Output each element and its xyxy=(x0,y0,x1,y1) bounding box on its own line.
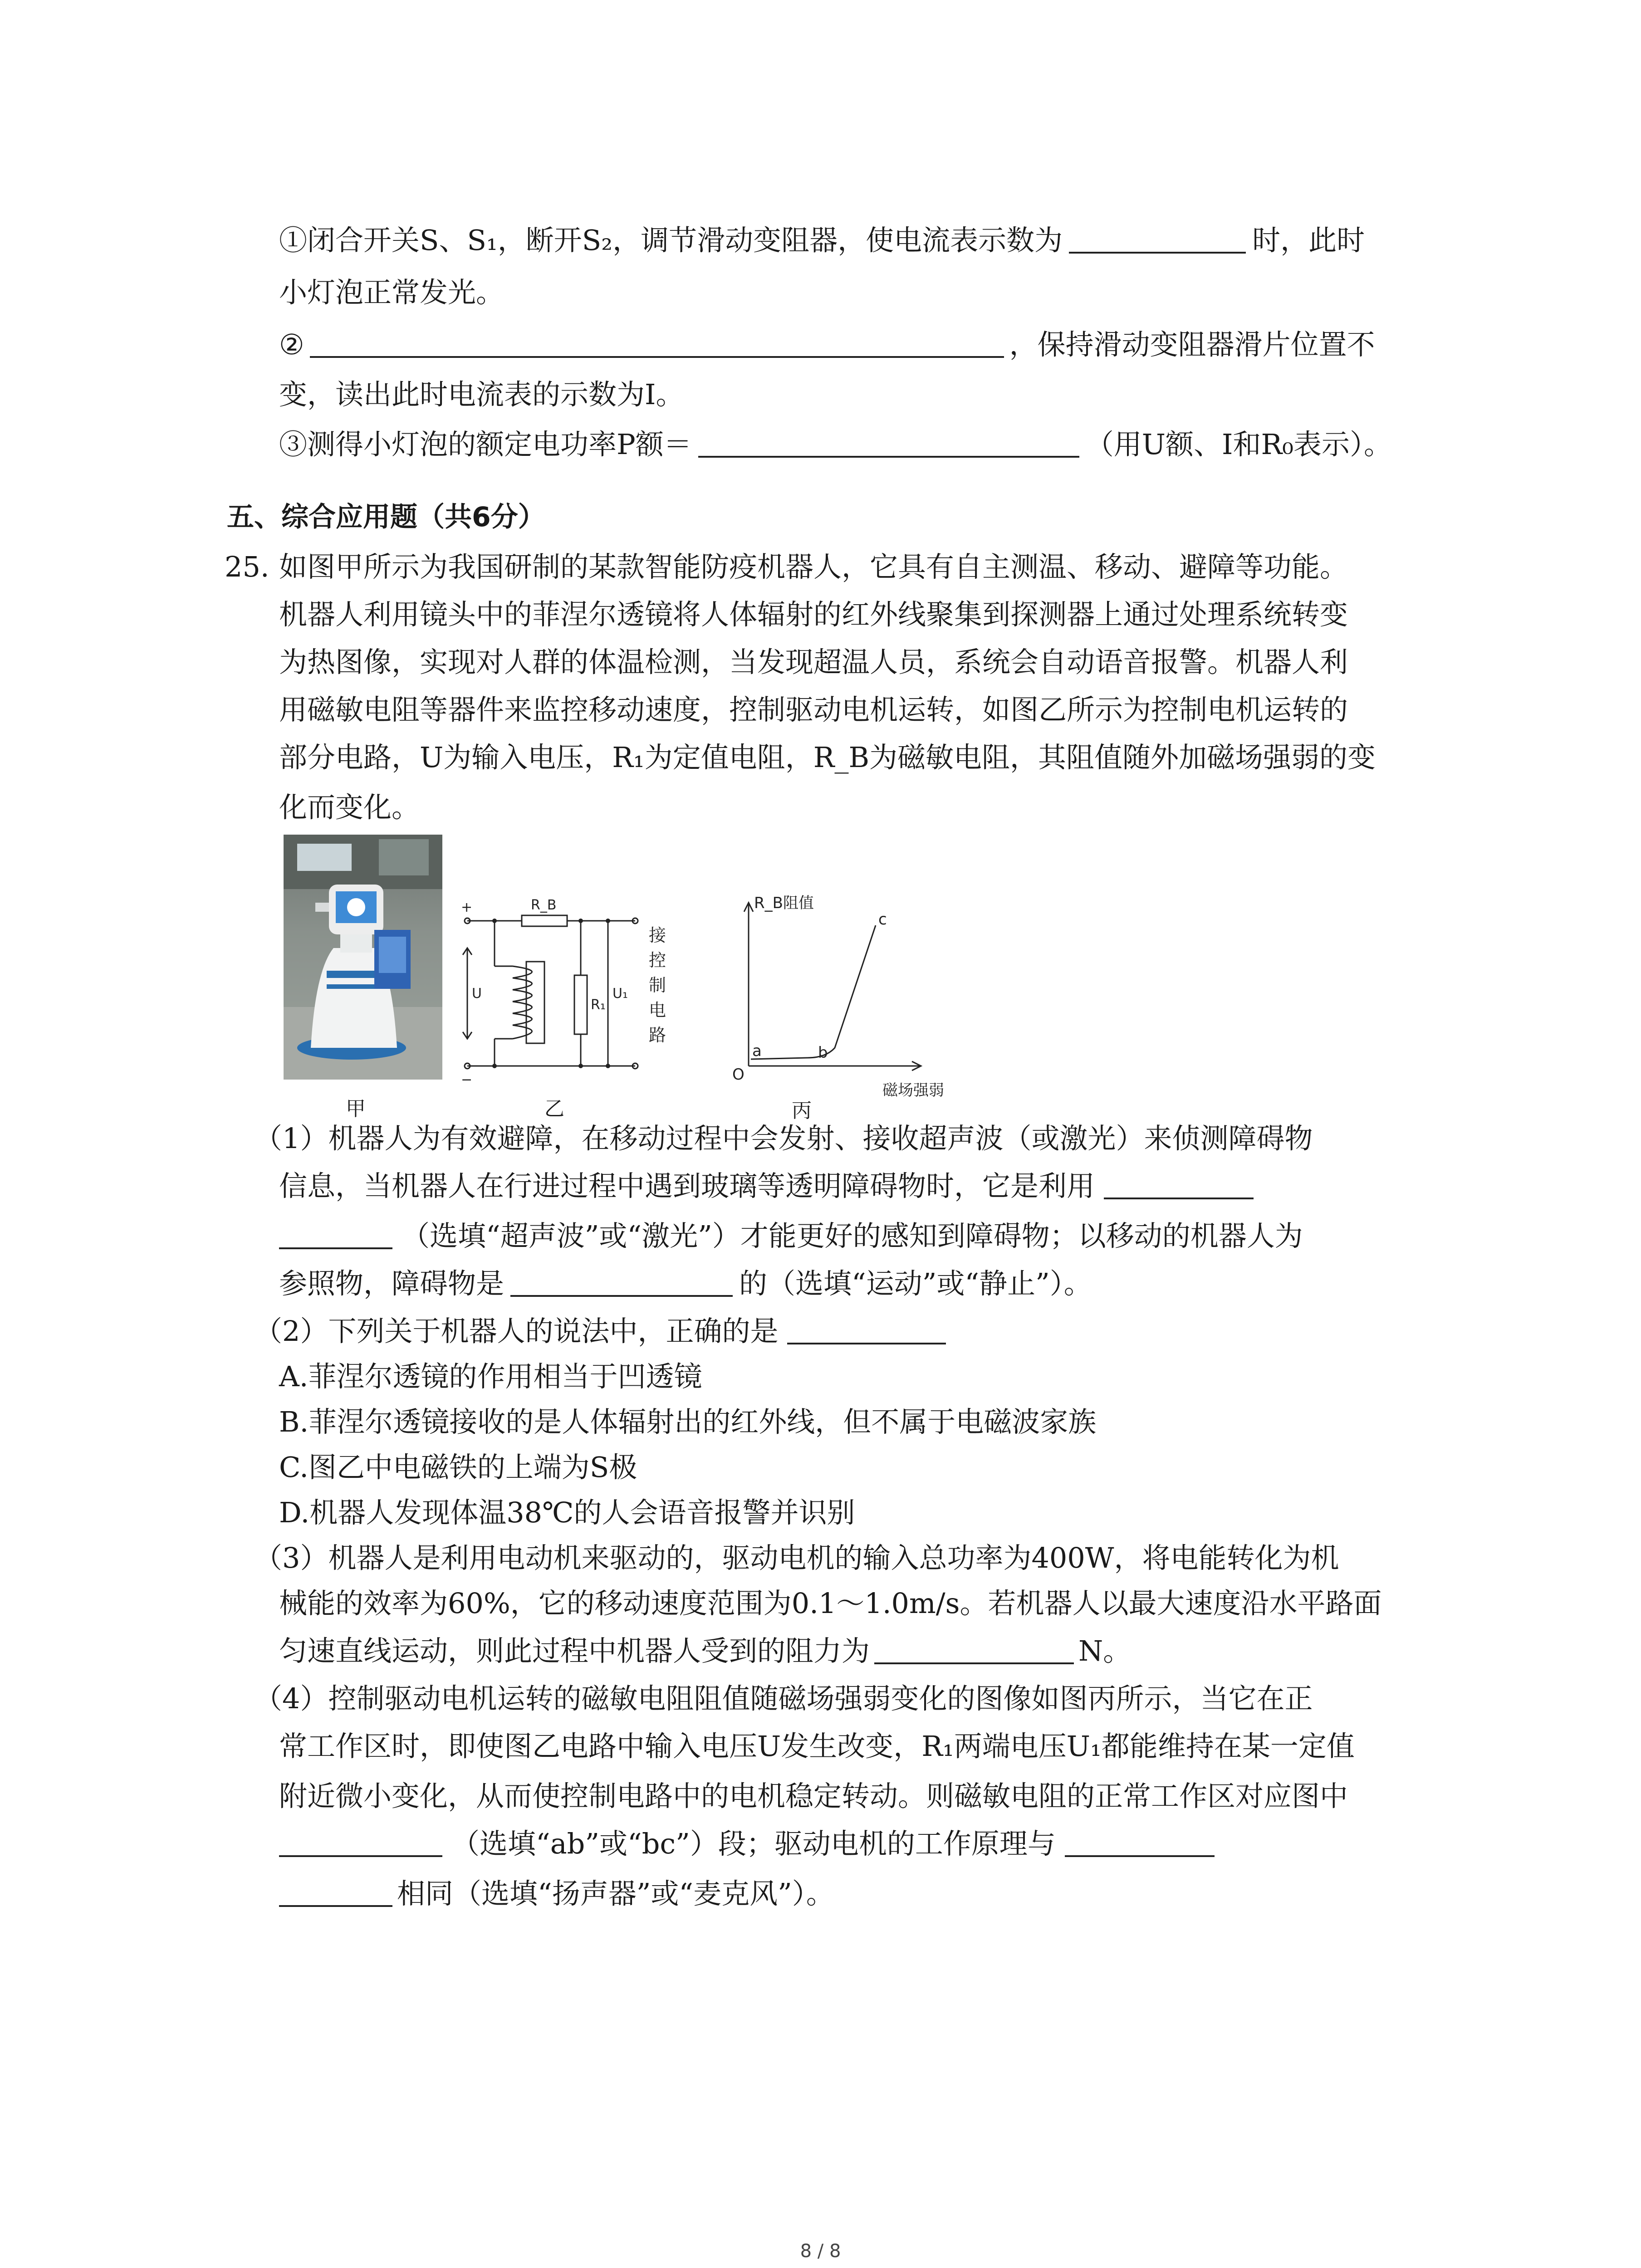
step-3-blank[interactable] xyxy=(698,430,1079,458)
circuit-label-u: U xyxy=(472,986,482,1002)
option-a: A.菲涅尔透镜的作用相当于凹透镜 xyxy=(279,1360,702,1393)
robot-illustration xyxy=(284,835,442,1080)
part-3-text-3: 匀速直线运动，则此过程中机器人受到的阻力为 xyxy=(279,1634,870,1667)
circuit-side-5: 路 xyxy=(649,1025,666,1045)
step-1-cont: 小灯泡正常发光。 xyxy=(279,276,505,309)
graph-origin: O xyxy=(732,1066,745,1084)
part-4-text-4: （选填“ab”或“bc”）段；驱动电机的工作原理与 xyxy=(451,1827,1056,1860)
part-4-text-5: 相同（选填“扬声器”或“麦克风”）。 xyxy=(397,1877,834,1910)
intro-line-6: 化而变化。 xyxy=(279,791,420,824)
circuit-side-1: 接 xyxy=(649,925,666,945)
part-4-blank-1[interactable] xyxy=(279,1830,442,1857)
intro-line-5: 部分电路，U为输入电压，R₁为定值电阻，R_B为磁敏电阻，其阻值随外加磁场强弱的变 xyxy=(279,741,1376,774)
part-1-text-4: 参照物，障碍物是 xyxy=(279,1267,505,1300)
part-1-blank-2[interactable] xyxy=(510,1270,733,1297)
step-3-line xyxy=(279,426,1392,463)
part-2-blank[interactable] xyxy=(787,1317,946,1344)
circuit-side-4: 电 xyxy=(649,1000,666,1020)
part-2-line xyxy=(254,1313,946,1349)
part-1-line-2 xyxy=(279,1168,1254,1204)
option-d: D.机器人发现体温38℃的人会语音报警并识别 xyxy=(279,1496,855,1529)
part-1-blank-1b[interactable] xyxy=(279,1222,392,1249)
part-3-line-3 xyxy=(279,1633,1131,1669)
part-3-unit: N。 xyxy=(1078,1634,1132,1667)
graph-ylabel: R_B阻值 xyxy=(754,894,814,912)
graph-point-b: b xyxy=(818,1044,828,1062)
graph-point-a: a xyxy=(752,1042,762,1060)
intro-line-1: 如图甲所示为我国研制的某款智能防疫机器人，它具有自主测温、移动、避障等功能。 xyxy=(279,550,1348,583)
part-1-text-5: 的（选填“运动”或“静止”）。 xyxy=(739,1267,1092,1300)
step-3-suffix: （用U额、I和R₀表示）。 xyxy=(1085,428,1392,461)
option-b: B.菲涅尔透镜接收的是人体辐射出的红外线，但不属于电磁波家族 xyxy=(279,1405,1097,1438)
part-4-line-5 xyxy=(279,1876,834,1912)
part-1-line-3 xyxy=(279,1218,1303,1254)
part-4-line-1: （4）控制驱动电机运转的磁敏电阻阻值随磁场强弱变化的图像如图丙所示，当它在正 xyxy=(254,1682,1313,1715)
part-4-line-2: 常工作区时，即使图乙电路中输入电压U发生改变，R₁两端电压U₁都能维持在某一定值 xyxy=(279,1730,1355,1763)
intro-line-3: 为热图像，实现对人群的体温检测，当发现超温人员，系统会自动语音报警。机器人利 xyxy=(279,645,1348,679)
circuit-side-3: 制 xyxy=(649,975,666,995)
figure-yi-caption: 乙 xyxy=(544,1097,564,1120)
circuit-label-rb: R_B xyxy=(531,897,557,913)
resistance-graph xyxy=(726,889,962,1102)
step-1-text: ①闭合开关S、S₁，断开S₂，调节滑动变阻器，使电流表示数为 xyxy=(279,224,1063,257)
step-3-text: ③测得小灯泡的额定电功率P额＝ xyxy=(279,428,692,461)
step-2-blank[interactable] xyxy=(310,331,1004,358)
step-2-suffix: ，保持滑动变阻器滑片位置不 xyxy=(1009,328,1375,361)
part-1-line-4 xyxy=(279,1266,1092,1302)
step-2-line xyxy=(279,327,1375,363)
step-2-cont: 变，读出此时电流表的示数为I。 xyxy=(279,378,684,411)
figure-bing-caption: 丙 xyxy=(792,1099,812,1122)
part-4-blank-2a[interactable] xyxy=(1065,1830,1215,1857)
circuit-diagram xyxy=(458,889,671,1089)
part-1-line-1: （1）机器人为有效避障，在移动过程中会发射、接收超声波（或激光）来侦测障碍物 xyxy=(254,1122,1313,1155)
part-1-text-2: 信息，当机器人在行进过程中遇到玻璃等透明障碍物时，它是利用 xyxy=(279,1169,1095,1202)
graph-point-c: c xyxy=(878,910,887,929)
section-title: 五、综合应用题（共6分） xyxy=(227,501,545,533)
part-2-question: （2）下列关于机器人的说法中，正确的是 xyxy=(254,1315,779,1348)
robot-photo xyxy=(284,835,442,1080)
circuit-side-2: 控 xyxy=(649,950,666,970)
part-1-blank-1a[interactable] xyxy=(1104,1172,1254,1199)
part-3-line-2: 械能的效率为60%，它的移动速度范围为0.1～1.0m/s。若机器人以最大速度沿水平路面 xyxy=(279,1587,1382,1620)
figure-jia-caption: 甲 xyxy=(346,1097,366,1120)
circuit-label-r1: R₁ xyxy=(591,997,606,1013)
circuit-label-plus: + xyxy=(461,899,473,915)
part-4-blank-2b[interactable] xyxy=(279,1880,392,1907)
part-4-line-4 xyxy=(279,1826,1215,1862)
intro-line-2: 机器人利用镜头中的菲涅尔透镜将人体辐射的红外线聚集到探测器上通过处理系统转变 xyxy=(279,598,1348,631)
option-c: C.图乙中电磁铁的上端为S极 xyxy=(279,1451,637,1484)
step-1-line xyxy=(279,222,1365,259)
part-4-line-3: 附近微小变化，从而使控制电路中的电机稳定转动。则磁敏电阻的正常工作区对应图中 xyxy=(279,1779,1348,1813)
step-1-blank[interactable] xyxy=(1069,226,1246,254)
part-1-text-3: （选填“超声波”或“激光”）才能更好的感知到障碍物；以移动的机器人为 xyxy=(402,1219,1303,1252)
circuit-label-minus: − xyxy=(461,1072,473,1088)
part-3-blank[interactable] xyxy=(874,1637,1074,1664)
graph-xlabel: 磁场强弱 xyxy=(882,1081,944,1100)
intro-line-4: 用磁敏电阻等器件来监控移动速度，控制驱动电机运转，如图乙所示为控制电机运转的 xyxy=(279,693,1348,726)
page-number: 8 / 8 xyxy=(800,2241,841,2262)
circuit-label-u1: U₁ xyxy=(612,986,628,1002)
question-number: 25. xyxy=(225,550,269,583)
part-3-line-1: （3）机器人是利用电动机来驱动的，驱动电机的输入总功率为400W，将电能转化为机 xyxy=(254,1541,1339,1574)
step-2-num: ② xyxy=(279,328,304,361)
step-1-suffix: 时，此时 xyxy=(1252,224,1365,257)
